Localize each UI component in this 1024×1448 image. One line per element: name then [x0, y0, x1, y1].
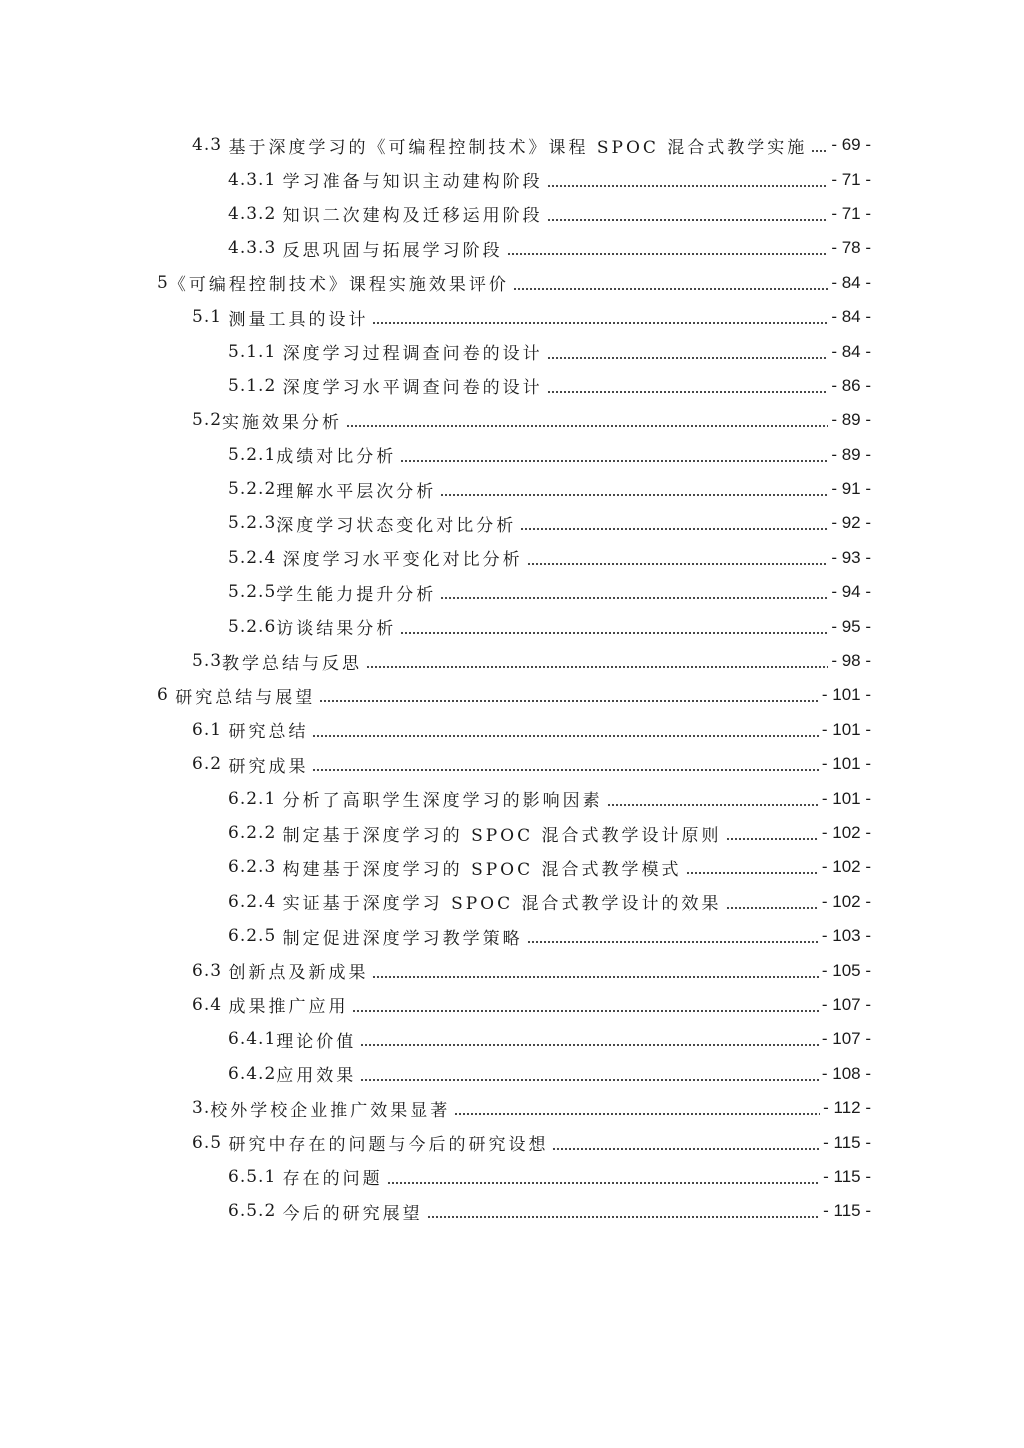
toc-entry-title: 研究总结 [228, 722, 309, 743]
toc-entry[interactable] [0, 953, 1024, 987]
dot-leader [319, 700, 819, 702]
toc-entry-number: 4.3 [192, 135, 229, 156]
toc-entry-number: 6.2.5 [228, 926, 283, 947]
toc-entry-page-number: - 102 - [821, 857, 871, 877]
toc-entry-title: 深度学习水平变化对比分析 [282, 550, 523, 571]
toc-entry-number: 5.2.4 [228, 547, 283, 568]
table-of-contents [0, 128, 1024, 1229]
toc-entry-title: 存在的问题 [282, 1169, 383, 1190]
toc-entry[interactable] [0, 334, 1024, 368]
toc-entry-page-number: - 89 - [831, 410, 871, 430]
dot-leader [387, 1182, 820, 1184]
toc-entry-number: 5.2.1 [228, 444, 277, 465]
toc-entry-number: 5.2.6 [228, 616, 277, 637]
toc-entry[interactable] [0, 816, 1024, 850]
dot-leader [520, 528, 828, 530]
toc-entry-page-number: - 101 - [821, 754, 871, 774]
toc-entry-page-number: - 105 - [821, 960, 871, 980]
toc-entry-number: 6.5.2 [228, 1201, 283, 1222]
dot-leader [527, 941, 819, 943]
toc-entry-title: 教学总结与反思 [222, 653, 363, 674]
toc-entry[interactable] [0, 747, 1024, 781]
toc-entry-title: 深度学习过程调查问卷的设计 [282, 344, 543, 365]
dot-leader [726, 907, 819, 909]
dot-leader [547, 185, 829, 187]
toc-entry[interactable] [0, 438, 1024, 472]
toc-entry-page-number: - 71 - [831, 169, 871, 189]
toc-entry-page-number: - 91 - [831, 479, 871, 499]
toc-entry-title: 成绩对比分析 [276, 447, 397, 468]
toc-entry-page-number: - 112 - [823, 1098, 871, 1118]
toc-entry-page-number: - 101 - [821, 719, 871, 739]
toc-entry-page-number: - 108 - [821, 1063, 871, 1083]
toc-entry-number: 5.1.1 [228, 341, 283, 362]
toc-entry-title: 分析了高职学生深度学习的影响因素 [282, 791, 603, 812]
toc-entry[interactable] [0, 472, 1024, 506]
toc-entry-page-number: - 94 - [831, 582, 871, 602]
toc-entry-title: 学生能力提升分析 [276, 584, 437, 605]
dot-leader [360, 1044, 819, 1046]
toc-entry-page-number: - 115 - [823, 1132, 871, 1152]
dot-leader [372, 322, 828, 324]
toc-entry-title: 深度学习水平调查问卷的设计 [282, 378, 543, 399]
toc-entry-page-number: - 98 - [831, 651, 871, 671]
toc-entry[interactable] [0, 575, 1024, 609]
toc-entry-page-number: - 107 - [821, 1029, 871, 1049]
toc-entry-page-number: - 101 - [821, 788, 871, 808]
toc-entry-title: 研究总结与展望 [175, 687, 316, 708]
toc-entry-page-number: - 92 - [831, 513, 871, 533]
toc-entry[interactable] [0, 266, 1024, 300]
toc-entry-number: 6.4 [192, 994, 229, 1015]
dot-leader [440, 597, 828, 599]
dot-leader [346, 425, 828, 427]
toc-entry-page-number: - 84 - [831, 272, 871, 292]
toc-entry[interactable] [0, 885, 1024, 919]
toc-entry-page-number: - 78 - [831, 238, 871, 258]
toc-entry-page-number: - 115 - [823, 1166, 871, 1186]
toc-entry-number: 6.3 [192, 960, 229, 981]
dot-leader [352, 1010, 818, 1012]
toc-entry-title: 实证基于深度学习 SPOC 混合式教学设计的效果 [282, 894, 722, 915]
toc-entry[interactable] [0, 506, 1024, 540]
toc-entry-number: 5.1.2 [228, 375, 283, 396]
dot-leader [312, 735, 818, 737]
toc-entry-page-number: - 102 - [821, 891, 871, 911]
toc-entry-title: 基于深度学习的《可编程控制技术》课程 SPOC 混合式教学实施 [228, 137, 808, 158]
toc-entry-page-number: - 103 - [821, 926, 871, 946]
dot-leader [454, 1113, 820, 1115]
toc-entry-number: 5.3 [192, 651, 223, 672]
toc-entry[interactable] [0, 713, 1024, 747]
toc-entry[interactable] [0, 128, 1024, 162]
toc-entry[interactable] [0, 644, 1024, 678]
toc-entry[interactable] [0, 1022, 1024, 1056]
toc-entry[interactable] [0, 162, 1024, 196]
toc-entry-title: 访谈结果分析 [276, 619, 397, 640]
dot-leader [811, 150, 828, 152]
toc-entry-number: 6.2 [192, 754, 229, 775]
dot-leader [552, 1148, 820, 1150]
toc-entry-page-number: - 86 - [831, 375, 871, 395]
toc-entry-title: 反思巩固与拓展学习阶段 [282, 240, 503, 261]
toc-entry-title: 理解水平层次分析 [276, 481, 437, 502]
toc-entry[interactable] [0, 678, 1024, 712]
dot-leader [686, 872, 819, 874]
toc-entry[interactable] [0, 1125, 1024, 1159]
toc-entry-number: 6.5.1 [228, 1166, 283, 1187]
toc-entry-number: 6.2.4 [228, 891, 283, 912]
dot-leader [507, 253, 829, 255]
toc-entry-title: 构建基于深度学习的 SPOC 混合式教学模式 [282, 859, 682, 880]
toc-entry[interactable] [0, 231, 1024, 265]
toc-entry-title: 制定基于深度学习的 SPOC 混合式教学设计原则 [282, 825, 722, 846]
toc-entry[interactable] [0, 1160, 1024, 1194]
toc-entry-number: 4.3.3 [228, 238, 283, 259]
toc-entry[interactable] [0, 403, 1024, 437]
toc-entry[interactable] [0, 609, 1024, 643]
toc-entry-number: 5.2 [192, 410, 223, 431]
toc-entry[interactable] [0, 850, 1024, 884]
dot-leader [547, 391, 829, 393]
dot-leader [400, 460, 828, 462]
toc-entry-number: 5.2.2 [228, 479, 277, 500]
dot-leader [372, 976, 818, 978]
toc-entry-title: 知识二次建构及迁移运用阶段 [282, 206, 543, 227]
toc-entry-title: 制定促进深度学习教学策略 [282, 928, 523, 949]
toc-entry-title: 研究成果 [228, 756, 309, 777]
toc-entry-page-number: - 69 - [831, 135, 871, 155]
toc-entry-page-number: - 101 - [821, 685, 871, 705]
toc-entry-title: 学习准备与知识主动建构阶段 [282, 172, 543, 193]
dot-leader [312, 769, 818, 771]
toc-entry[interactable] [0, 197, 1024, 231]
toc-entry[interactable] [0, 369, 1024, 403]
toc-entry-number: 6.4.1 [228, 1029, 277, 1050]
toc-entry-number: 6 [157, 685, 176, 706]
toc-entry-title: 实施效果分析 [222, 412, 343, 433]
toc-entry-title: 理论价值 [276, 1031, 357, 1052]
toc-entry[interactable] [0, 300, 1024, 334]
toc-entry[interactable] [0, 1194, 1024, 1228]
toc-entry-number: 4.3.1 [228, 169, 283, 190]
toc-entry-page-number: - 71 - [831, 203, 871, 223]
toc-entry[interactable] [0, 1057, 1024, 1091]
toc-entry[interactable] [0, 781, 1024, 815]
dot-leader [726, 838, 819, 840]
dot-leader [513, 288, 828, 290]
dot-leader [427, 1216, 820, 1218]
toc-entry-number: 6.2.3 [228, 857, 283, 878]
dot-leader [440, 494, 828, 496]
toc-entry-title: 成果推广应用 [228, 997, 349, 1018]
toc-entry-title: 应用效果 [276, 1066, 357, 1087]
toc-entry-number: 5.2.3 [228, 513, 277, 534]
toc-entry-number: 4.3.2 [228, 203, 283, 224]
toc-entry-page-number: - 107 - [821, 994, 871, 1014]
toc-entry[interactable] [0, 988, 1024, 1022]
toc-entry[interactable] [0, 1091, 1024, 1125]
toc-entry-title: 校外学校企业推广效果显著 [210, 1100, 451, 1121]
toc-entry-number: 3. [192, 1098, 211, 1119]
toc-entry-number: 6.5 [192, 1132, 229, 1153]
dot-leader [547, 219, 829, 221]
toc-entry-title: 创新点及新成果 [228, 963, 369, 984]
dot-leader [366, 666, 828, 668]
toc-entry-number: 6.1 [192, 719, 229, 740]
toc-entry-number: 6.2.2 [228, 823, 283, 843]
toc-entry-title: 今后的研究展望 [282, 1203, 423, 1224]
dot-leader [527, 563, 829, 565]
toc-entry-number: 5 [157, 272, 169, 293]
toc-entry-title: 测量工具的设计 [228, 309, 369, 330]
toc-entry-number: 5.2.5 [228, 582, 277, 603]
toc-entry-page-number: - 115 - [823, 1201, 871, 1221]
dot-leader [547, 357, 829, 359]
dot-leader [360, 1079, 819, 1081]
dot-leader [607, 804, 819, 806]
toc-entry-title: 研究中存在的问题与今后的研究设想 [228, 1135, 549, 1156]
toc-entry-page-number: - 95 - [831, 616, 871, 636]
toc-entry-page-number: - 84 - [831, 341, 871, 361]
toc-entry[interactable] [0, 541, 1024, 575]
dot-leader [400, 632, 828, 634]
toc-entry-number: 6.2.1 [228, 788, 283, 809]
toc-entry-page-number: - 102 - [821, 823, 871, 842]
toc-entry-title: 深度学习状态变化对比分析 [276, 515, 517, 536]
toc-entry-page-number: - 84 - [831, 307, 871, 327]
toc-entry-number: 6.4.2 [228, 1063, 277, 1084]
toc-entry[interactable] [0, 919, 1024, 953]
toc-entry-page-number: - 93 - [831, 547, 871, 567]
toc-entry-number: 5.1 [192, 307, 229, 328]
toc-entry-title: 《可编程控制技术》课程实施效果评价 [168, 275, 509, 296]
toc-entry-page-number: - 89 - [831, 444, 871, 464]
